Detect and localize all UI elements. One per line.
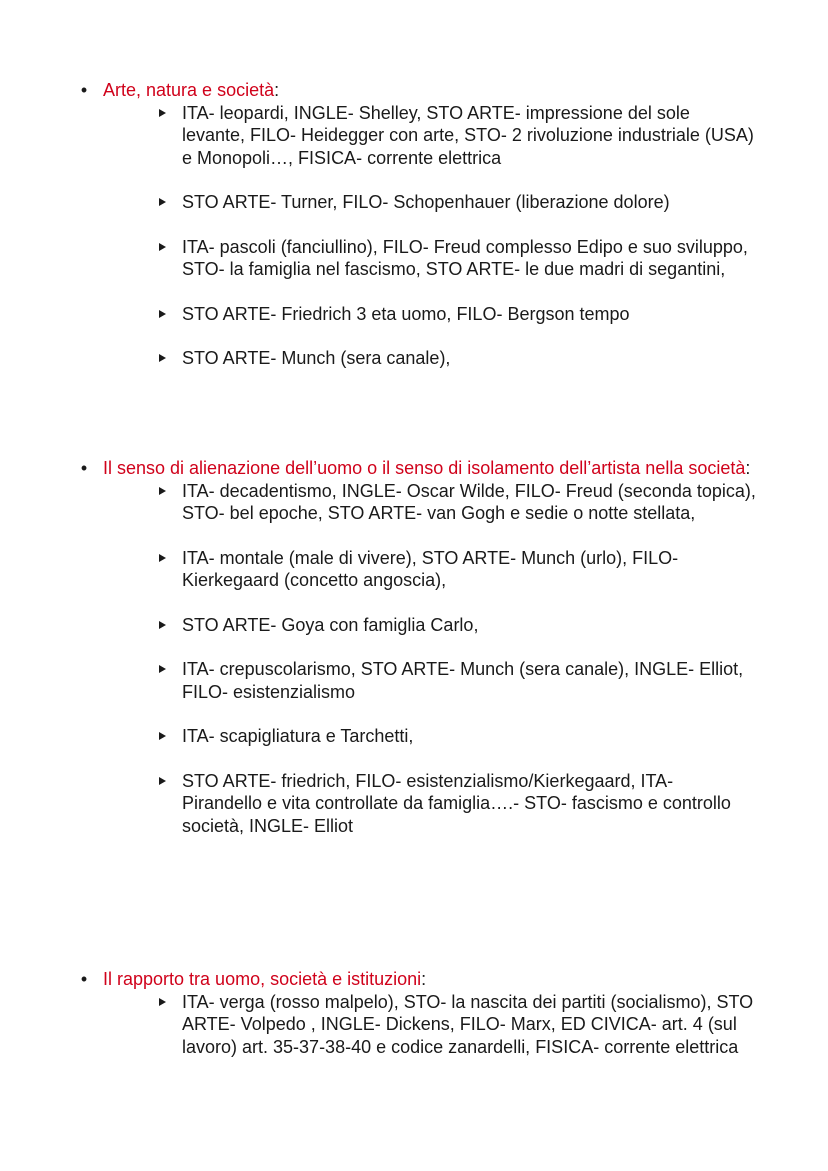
topic-item-list: [0, 480, 828, 838]
list-item-text: STO ARTE- Goya con famiglia Carlo,: [182, 614, 479, 635]
list-item: [0, 347, 828, 370]
list-item: [0, 480, 828, 525]
list-item: [0, 547, 828, 592]
list-item: [0, 191, 828, 214]
triangle-bullet-icon: [159, 732, 166, 740]
list-item-text: ITA- crepuscolarismo, STO ARTE- Munch (sera canale), INGLE- Elliot, FILO- esistenzialismo: [182, 659, 744, 702]
triangle-bullet-icon: [159, 354, 166, 362]
triangle-bullet-icon: [159, 198, 166, 206]
list-item: [0, 991, 828, 1059]
bullet-dot-icon: •: [80, 80, 88, 100]
list-item-text: ITA- montale (male di vivere), STO ARTE- Munch (urlo), FILO- Kierkegaard (concetto angoscia),: [182, 547, 679, 590]
triangle-bullet-icon: [159, 777, 166, 785]
list-item-text: STO ARTE- Friedrich 3 eta uomo, FILO- Bergson tempo: [182, 303, 630, 324]
list-item: [0, 303, 828, 326]
topic-item-list: [0, 991, 828, 1059]
list-item-text: ITA- decadentismo, INGLE- Oscar Wilde, FILO- Freud (seconda topica), STO- bel epoche, STO ARTE- van Gogh e sedie o notte stellata,: [182, 480, 756, 523]
triangle-bullet-icon: [159, 621, 166, 629]
topic-heading: [0, 968, 828, 991]
list-item-text: STO ARTE- friedrich, FILO- esistenzialismo/Kierkegaard, ITA- Pirandello e vita controllate da famiglia….- STO- fascismo e controllo società, INGLE- Elliot: [182, 770, 731, 836]
topic-title: Il senso di alienazione dell’uomo o il senso di isolamento dell’artista nella società: [103, 458, 746, 478]
list-item: [0, 236, 828, 281]
list-item: [0, 725, 828, 748]
topic-heading: [0, 457, 828, 480]
section-arte-natura-societa: [0, 79, 828, 392]
triangle-bullet-icon: [159, 665, 166, 673]
triangle-bullet-icon: [159, 109, 166, 117]
bullet-dot-icon: •: [80, 458, 88, 478]
list-item: [0, 770, 828, 838]
bullet-dot-icon: •: [80, 969, 88, 989]
list-item-text: ITA- leopardi, INGLE- Shelley, STO ARTE- impressione del sole levante, FILO- Heidegger con arte, STO- 2 rivoluzione industriale (USA) e Monopoli…, FISICA- corrente elettrica: [182, 102, 754, 168]
list-item-text: ITA- scapigliatura e Tarchetti,: [182, 726, 414, 746]
triangle-bullet-icon: [159, 310, 166, 318]
section-alienazione-isolamento: [0, 457, 828, 859]
topic-colon: :: [421, 969, 427, 989]
list-item-text: ITA- verga (rosso malpelo), STO- la nascita dei partiti (socialismo), STO ARTE- Volpedo , INGLE- Dickens, FILO- Marx, ED CIVICA- art. 4 (sul lavoro) art. 35-37-38-40 e codice zanardelli, FISICA- corrente elettrica: [182, 991, 754, 1057]
triangle-bullet-icon: [159, 554, 166, 562]
list-item: [0, 102, 828, 170]
triangle-bullet-icon: [159, 243, 166, 251]
triangle-bullet-icon: [159, 998, 166, 1006]
list-item: [0, 614, 828, 637]
topic-colon: :: [274, 80, 280, 100]
triangle-bullet-icon: [159, 487, 166, 495]
topic-title: Arte, natura e società: [103, 80, 275, 100]
list-item-text: STO ARTE- Turner, FILO- Schopenhauer (liberazione dolore): [182, 192, 670, 212]
section-uomo-societa-istituzioni: [0, 968, 828, 1080]
list-item-text: ITA- pascoli (fanciullino), FILO- Freud complesso Edipo e suo sviluppo, STO- la famiglia nel fascismo, STO ARTE- le due madri di segantini,: [182, 236, 748, 279]
topic-item-list: [0, 102, 828, 370]
topic-colon: :: [745, 458, 751, 478]
topic-title: Il rapporto tra uomo, società e istituzioni: [103, 969, 422, 989]
list-item: [0, 658, 828, 703]
topic-heading: [0, 79, 828, 102]
list-item-text: STO ARTE- Munch (sera canale),: [182, 348, 451, 368]
